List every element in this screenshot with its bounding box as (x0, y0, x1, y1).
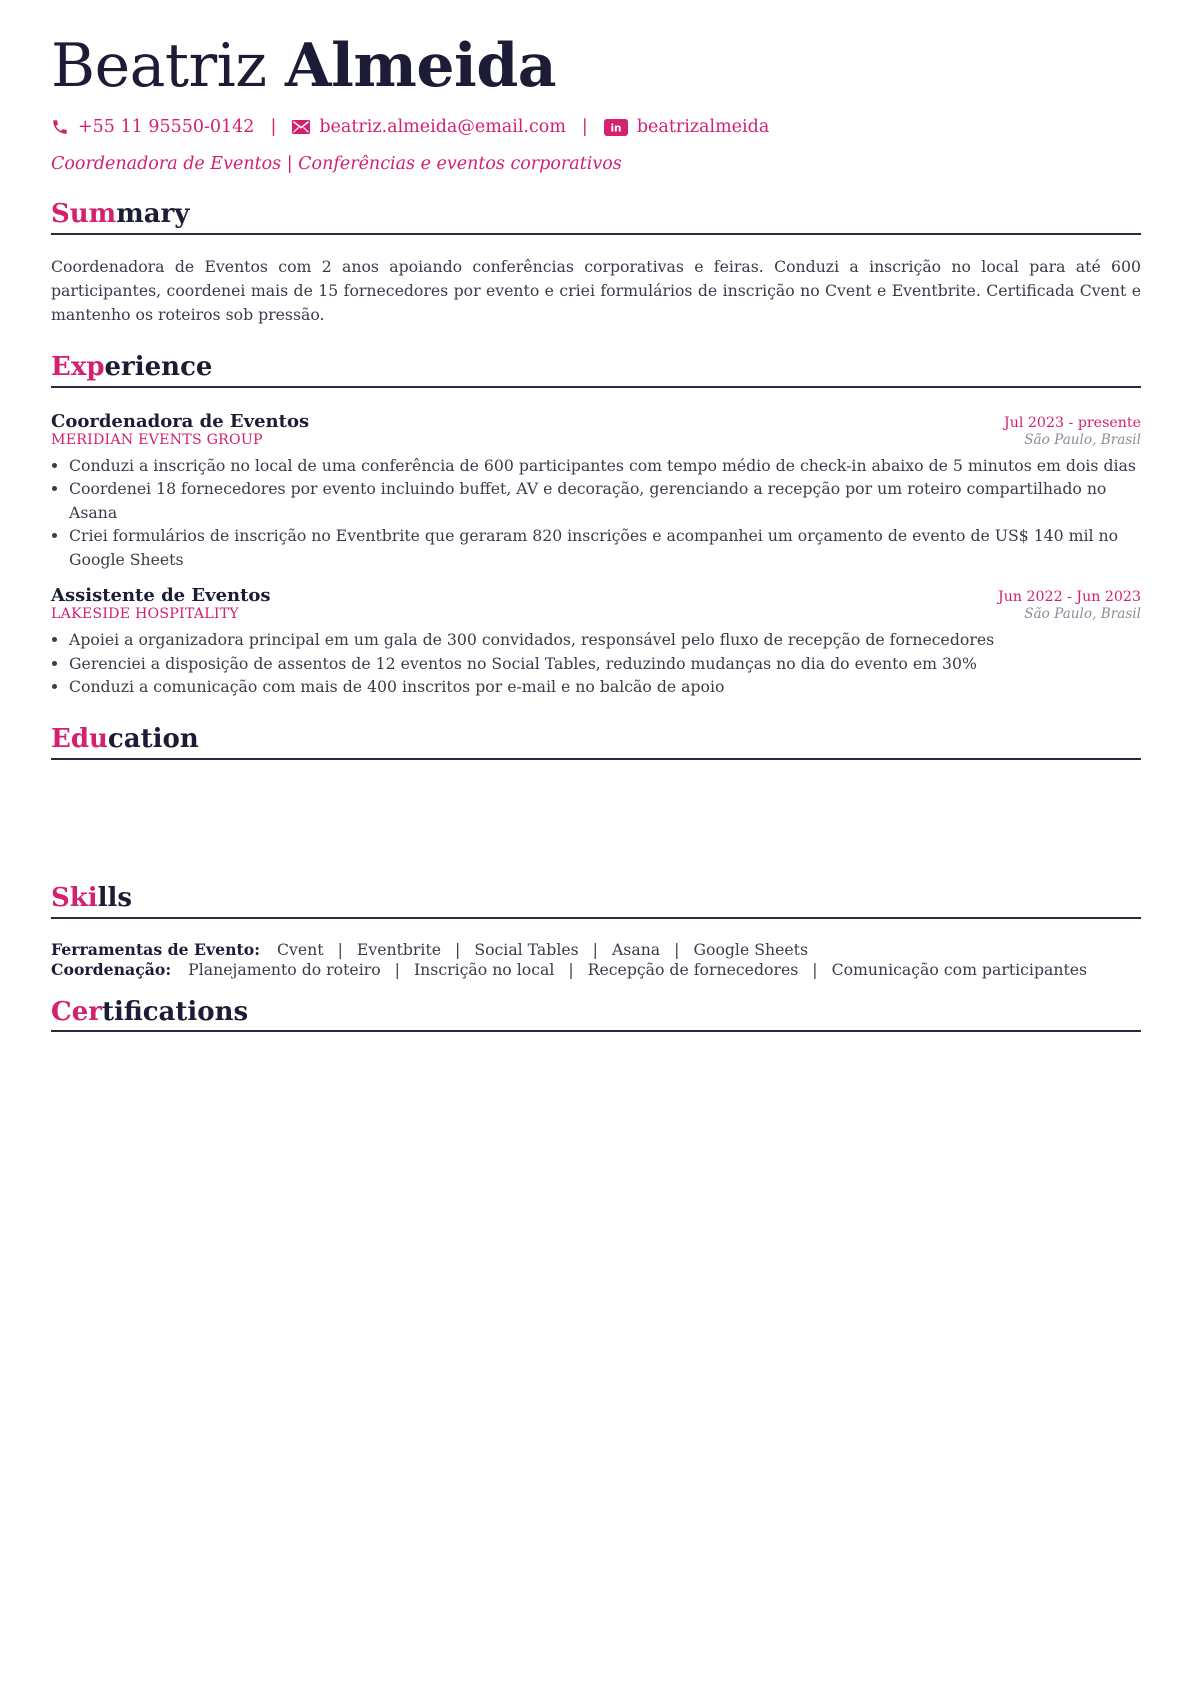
skill-item: Social Tables (474, 939, 579, 959)
email-text: beatriz.almeida@email.com (319, 117, 566, 137)
skill-separator: | (812, 959, 818, 979)
linkedin-icon (604, 119, 628, 136)
section-title-accent: Sum (51, 199, 117, 229)
bullet-item: • Apoiei a organizadora principal em um gala de 300 convidados, responsável pelo fluxo de recepção de fornecedores (69, 628, 1141, 652)
bullet-item: • Conduzi a comunicação com mais de 400 inscritos por e-mail e no balcão de apoio (69, 675, 1141, 699)
job-company: LAKESIDE HOSPITALITY (51, 606, 239, 623)
job-company: MERIDIAN EVENTS GROUP (51, 431, 263, 448)
section-title-rest: tifications (101, 996, 249, 1027)
phone-text: +55 11 95550-0142 (78, 117, 255, 137)
contact-row (51, 117, 1141, 137)
skill-separator: | (455, 939, 461, 959)
linkedin-badge-text: in (610, 122, 622, 134)
skill-separator: | (568, 959, 574, 979)
job-dates: Jun 2022 - Jun 2023 (998, 589, 1141, 606)
bullet-item: • Criei formulários de inscrição no Eventbrite que geraram 820 inscrições e acompanhei um orçamento de evento de US$ 140 mil no Google Sheets (69, 524, 1141, 571)
experience-entry (51, 585, 1141, 699)
job-title: Coordenadora de Eventos (51, 410, 310, 432)
contact-separator: | (581, 117, 588, 137)
skill-item: Asana (611, 939, 661, 959)
bullet-item: • Gerenciei a disposição de assentos de 12 eventos no Social Tables, reduzindo mudanças no dia do evento em 30% (69, 652, 1141, 676)
section-title-rest: lls (97, 882, 133, 913)
phone-icon (51, 118, 69, 136)
skill-item: Comunicação com participantes (831, 959, 1088, 979)
section-title-summary (51, 200, 1141, 235)
first-name: Beatriz (51, 31, 267, 101)
job-dates: Jul 2023 - presente (1004, 414, 1141, 431)
skill-item: Eventbrite (356, 939, 442, 959)
skill-item: Planejamento do roteiro (188, 959, 381, 979)
section-title-rest: erience (104, 351, 213, 382)
section-title-rest: cation (107, 723, 199, 754)
skill-separator: | (337, 939, 343, 959)
skills-list (51, 940, 1141, 980)
candidate-name (51, 31, 1141, 101)
contact-separator: | (270, 117, 277, 137)
experience-entry (51, 411, 1141, 572)
summary-text: Coordenadora de Eventos com 2 anos apoiando conferências corporativas e feiras. Conduzi a inscrição no local para até 600 participantes, coordenei mais de 15 fornecedores por evento e criei formulários de inscrição no Cvent e Eventbrite. Certificada Cvent e mantenho os roteiros sob pressão. (51, 256, 1141, 324)
section-title-accent: Cer (51, 996, 102, 1027)
skill-category: Ferramentas de Evento: (51, 939, 261, 959)
contact-linkedin[interactable] (604, 117, 769, 137)
job-bullets (51, 454, 1141, 572)
skill-row (51, 960, 1141, 980)
bullet-item: • Conduzi a inscrição no local de uma conferência de 600 participantes com tempo médio de check-in abaixo de 5 minutos em dois dias (69, 454, 1141, 478)
mail-icon (292, 120, 310, 134)
job-title: Assistente de Eventos (51, 585, 271, 607)
job-location: São Paulo, Brasil (1024, 606, 1141, 623)
section-title-experience (51, 353, 1141, 388)
contact-phone[interactable] (51, 117, 254, 137)
skill-item: Google Sheets (693, 939, 808, 959)
skill-item: Cvent (277, 939, 324, 959)
section-title-certifications (51, 998, 1141, 1033)
bullet-item: • Coordenei 18 fornecedores por evento incluindo buffet, AV e decoração, gerenciando a recepção por um roteiro compartilhado no Asana (69, 477, 1141, 524)
job-location: São Paulo, Brasil (1024, 431, 1141, 448)
skill-separator: | (394, 959, 400, 979)
skill-separator: | (592, 939, 598, 959)
linkedin-text: beatrizalmeida (636, 117, 770, 137)
job-bullets (51, 628, 1141, 699)
section-title-accent: Edu (51, 723, 108, 754)
section-title-education (51, 725, 1141, 760)
tagline: Coordenadora de Eventos | Conferências e eventos corporativos (51, 154, 622, 174)
skill-item: Inscrição no local (413, 959, 555, 979)
skill-category: Coordenação: (51, 959, 172, 979)
section-title-skills (51, 884, 1141, 919)
skill-item: Recepção de fornecedores (587, 959, 799, 979)
contact-email[interactable] (292, 117, 566, 137)
last-name: Almeida (285, 31, 557, 101)
section-title-accent: Ski (51, 882, 98, 913)
skill-separator: | (674, 939, 680, 959)
education-empty (51, 760, 1141, 858)
section-title-rest: mary (116, 199, 190, 229)
section-title-accent: Exp (51, 351, 105, 382)
skill-row (51, 940, 1141, 960)
